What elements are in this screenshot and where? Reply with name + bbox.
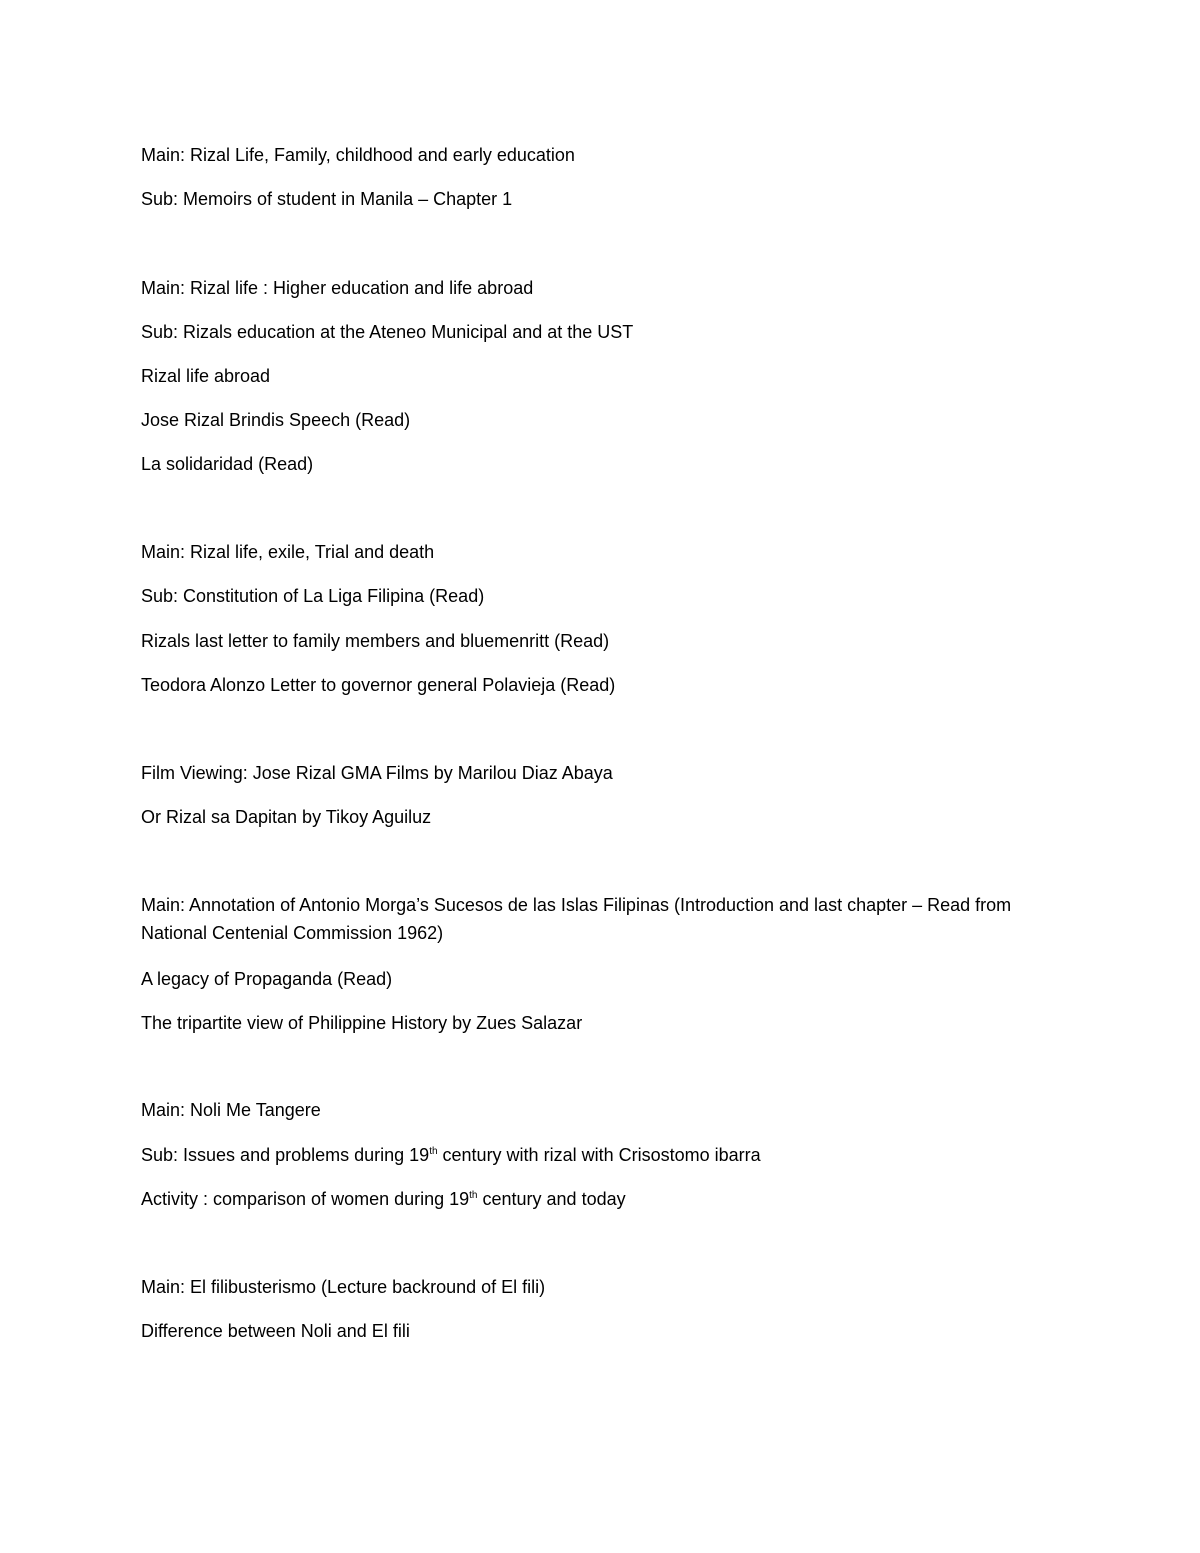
heading-el-filibusterismo: Main: El filibusterismo (Lecture backround of El fili) [141,1277,546,1297]
sub-issues-and-problems [141,1141,1061,1169]
activity-superscript: th [469,1190,478,1201]
item-rizal-life-abroad: Rizal life abroad [141,366,271,386]
sub-rizals-education: Sub: Rizals education at the Ateneo Municipal and at the UST [141,322,634,342]
sub-issues-text-after: century with rizal with Crisostomo ibarra [437,1145,761,1165]
sub-memoirs-of-student: Sub: Memoirs of student in Manila – Chapter 1 [141,189,513,209]
item-brindis-speech: Jose Rizal Brindis Speech (Read) [141,410,411,430]
heading-film-viewing: Film Viewing: Jose Rizal GMA Films by Marilou Diaz Abaya [141,763,613,783]
item-legacy-of-propaganda: A legacy of Propaganda (Read) [141,969,393,989]
item-activity-comparison [141,1185,1061,1213]
sub-la-liga-filipina: Sub: Constitution of La Liga Filipina (Read) [141,586,485,606]
item-rizal-sa-dapitan: Or Rizal sa Dapitan by Tikoy Aguiluz [141,807,432,827]
item-last-letter: Rizals last letter to family members and bluemenritt (Read) [141,631,610,651]
item-teodora-alonzo-letter: Teodora Alonzo Letter to governor general Polavieja (Read) [141,675,616,695]
item-la-solidaridad: La solidaridad (Read) [141,454,314,474]
heading-higher-education: Main: Rizal life : Higher education and life abroad [141,278,534,298]
heading-rizal-life-family: Main: Rizal Life, Family, childhood and early education [141,145,575,165]
sub-issues-superscript: th [429,1146,438,1157]
heading-exile-trial-death: Main: Rizal life, exile, Trial and death [141,542,435,562]
sub-issues-text-before: Sub: Issues and problems during 19 [141,1145,430,1165]
item-difference-noli-fili: Difference between Noli and El fili [141,1321,410,1341]
heading-annotation-morga: Main: Annotation of Antonio Morga’s Sucesos de las Islas Filipinas (Introduction and last chapter – Read from National Centenial Commission 1962) [141,895,1012,943]
activity-text-before: Activity : comparison of women during 19 [141,1189,470,1209]
item-tripartite-view: The tripartite view of Philippine History by Zues Salazar [141,1013,583,1033]
heading-noli-me-tangere: Main: Noli Me Tangere [141,1100,321,1120]
activity-text-after: century and today [477,1189,626,1209]
